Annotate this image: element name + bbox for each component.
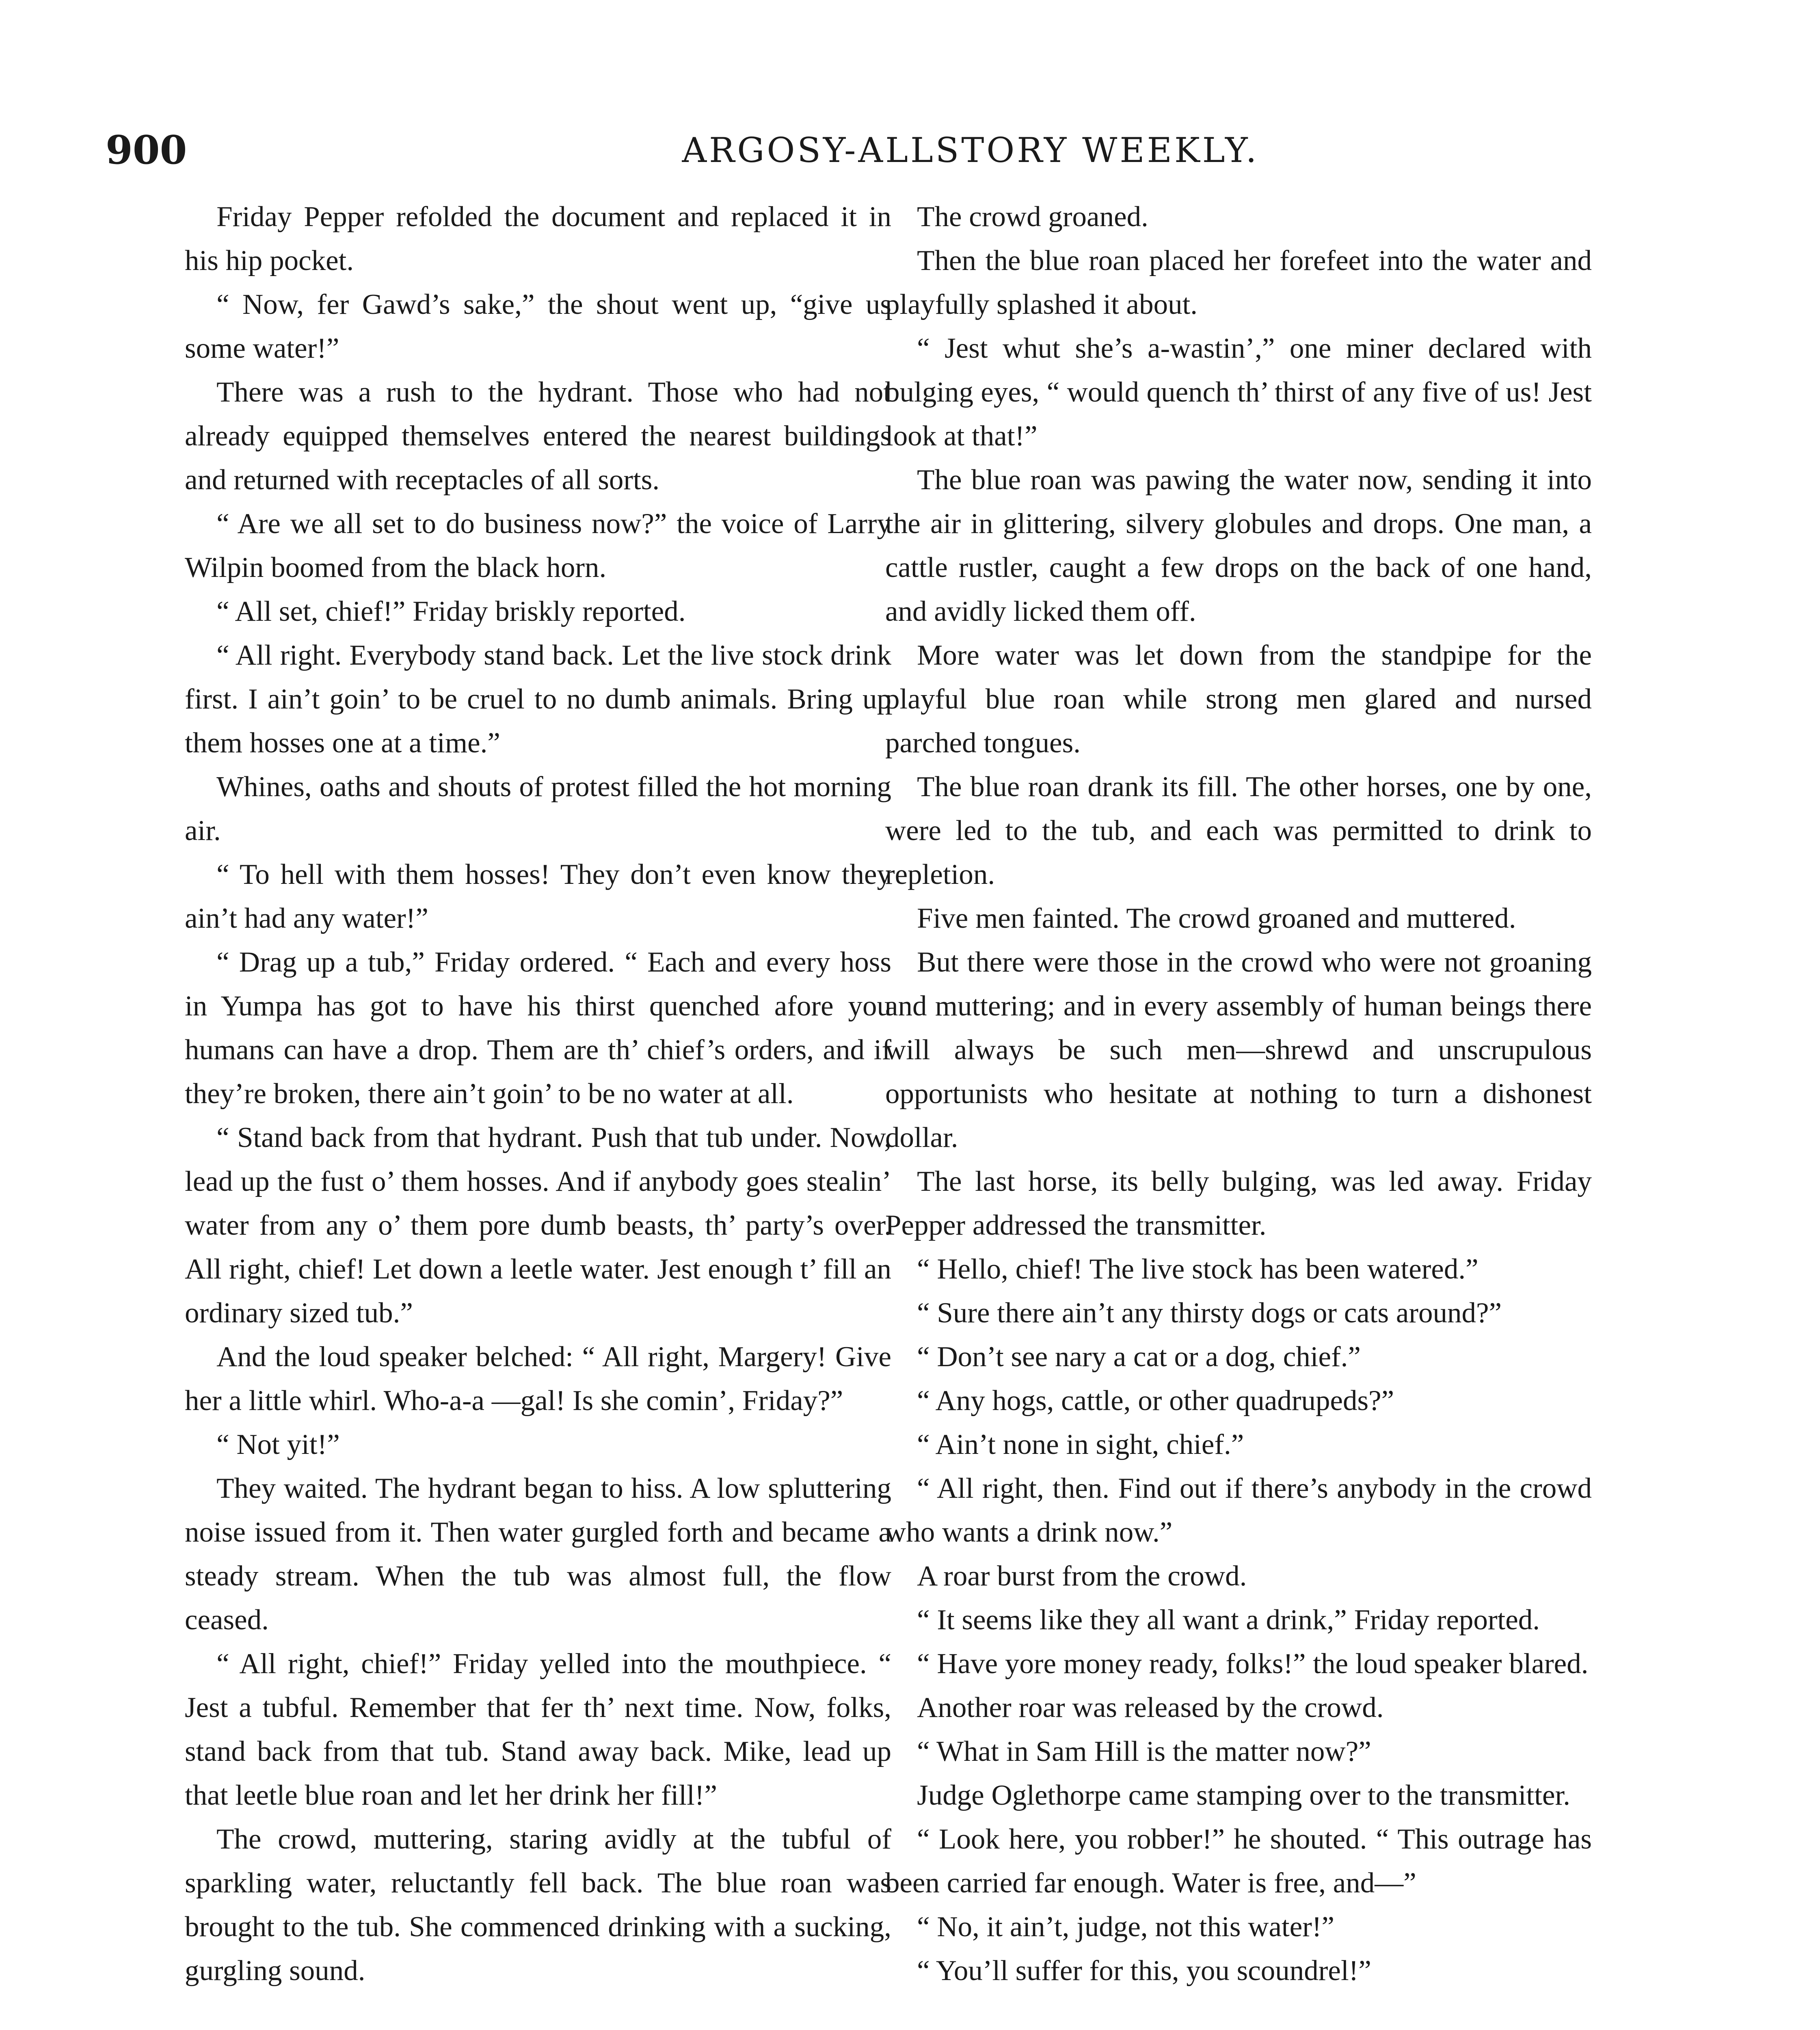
paragraph: “ All right, chief!” Friday yelled into the mouthpiece. “ Jest a tubful. Remember that fer th’ next time. Now, folks, stand back from that tub. Stand away back. Mike, lead up that leetle blue roan and let her drink her fill!” [185, 1648, 891, 1811]
paragraph: Five men fainted. The crowd groaned and muttered. [917, 903, 1516, 934]
running-head: ARGOSY-ALLSTORY WEEKLY. [682, 130, 1259, 170]
paragraph: “ Don’t see nary a cat or a dog, chief.” [917, 1341, 1361, 1373]
paragraph: “ It seems like they all want a drink,” Friday reported. [917, 1604, 1540, 1636]
paragraph: A roar burst from the crowd. [917, 1560, 1247, 1592]
paragraph: “ Drag up a tub,” Friday ordered. “ Each and every hoss in Yumpa has got to have his thirst quenched afore you humans can have a drop. Them are th’ chief’s orders, and if they’re broken, there ain’t goin’ to be no water at all. [185, 946, 891, 1110]
paragraph: “ Not yit!” [216, 1429, 340, 1460]
paragraph: The blue roan was pawing the water now, sending it into the air in glittering, silvery globules and drops. One man, a cattle rustler, caught a few drops on the back of one hand, and avidly licked them off. [885, 464, 1592, 627]
paragraph: More water was let down from the standpipe for the playful blue roan while strong men glared and nursed parched tongues. [885, 639, 1592, 759]
paragraph: “ Now, fer Gawd’s sake,” the shout went up, “give us some water!” [185, 289, 891, 364]
paragraph: “ Hello, chief! The live stock has been watered.” [917, 1253, 1478, 1285]
paragraph: Then the blue roan placed her forefeet into the water and playfully splashed it about. [885, 245, 1592, 320]
paragraph: “ No, it ain’t, judge, not this water!” [917, 1911, 1335, 1943]
paragraph: “ Have yore money ready, folks!” the loud speaker blared. [917, 1648, 1589, 1680]
paragraph: Whines, oaths and shouts of protest filled the hot morning air. [185, 771, 891, 847]
paragraph: “ Look here, you robber!” he shouted. “ This outrage has been carried far enough. Water is free, and—” [885, 1823, 1592, 1899]
paragraph: “ Any hogs, cattle, or other quadrupeds?” [917, 1385, 1394, 1417]
page-header [0, 122, 1820, 187]
paragraph: The crowd groaned. [917, 201, 1148, 233]
paragraph: And the loud speaker belched: “ All right, Margery! Give her a little whirl. Who-a-a —gal! Is she comin’, Friday?” [185, 1341, 891, 1417]
paragraph: “ Jest whut she’s a-wastin’,” one miner declared with bulging eyes, “ would quench th’ thirst of any five of us! Jest look at that!” [885, 333, 1592, 452]
left-column [185, 195, 891, 1993]
page-number: 900 [106, 127, 187, 173]
paragraph: “ Ain’t none in sight, chief.” [917, 1429, 1244, 1460]
paragraph: Friday Pepper refolded the document and replaced it in his hip pocket. [185, 201, 891, 276]
paragraph: “ All right. Everybody stand back. Let the live stock drink first. I ain’t goin’ to be cruel to no dumb animals. Bring up them hosses one at a time.” [185, 639, 891, 759]
paragraph: There was a rush to the hydrant. Those who had not already equipped themselves entered the nearest buildings and returned with receptacles of all sorts. [185, 376, 891, 496]
paragraph: “ What in Sam Hill is the matter now?” [917, 1736, 1371, 1767]
paragraph: “ All right, then. Find out if there’s anybody in the crowd who wants a drink now.” [885, 1473, 1592, 1548]
paragraph: “ Sure there ain’t any thirsty dogs or cats around?” [917, 1297, 1502, 1329]
paragraph: They waited. The hydrant began to hiss. A low spluttering noise issued from it. Then water gurgled forth and became a steady stream. When the tub was almost full, the flow ceased. [185, 1473, 891, 1636]
paragraph: “ Are we all set to do business now?” the voice of Larry Wilpin boomed from the black horn. [185, 508, 891, 583]
paragraph: “ Stand back from that hydrant. Push that tub under. Now, lead up the fust o’ them hosses. And if anybody goes stealin’ water from any o’ them pore dumb beasts, th’ party’s over. All right, chief! Let down a leetle water. Jest enough t’ fill an ordinary sized tub.” [185, 1122, 891, 1329]
paragraph: The crowd, muttering, staring avidly at the tubful of sparkling water, reluctantly fell back. The blue roan was brought to the tub. She commenced drinking with a sucking, gurgling sound. [185, 1823, 891, 1987]
paragraph: “ All set, chief!” Friday briskly reported. [216, 596, 686, 627]
right-column [885, 195, 1592, 1993]
paragraph: Judge Oglethorpe came stamping over to the transmitter. [917, 1779, 1570, 1811]
paragraph: “ To hell with them hosses! They don’t even know they ain’t had any water!” [185, 859, 891, 934]
paragraph: But there were those in the crowd who were not groaning and muttering; and in every assembly of human beings there will always be such men—shrewd and unscrupulous opportunists who hesitate at nothing to turn a dishonest dollar. [885, 946, 1592, 1153]
paragraph: Another roar was released by the crowd. [917, 1692, 1384, 1723]
paragraph: “ You’ll suffer for this, you scoundrel!” [917, 1955, 1371, 1987]
paragraph: The blue roan drank its fill. The other horses, one by one, were led to the tub, and each was permitted to drink to repletion. [885, 771, 1592, 890]
paragraph: The last horse, its belly bulging, was led away. Friday Pepper addressed the transmitter. [885, 1166, 1592, 1241]
